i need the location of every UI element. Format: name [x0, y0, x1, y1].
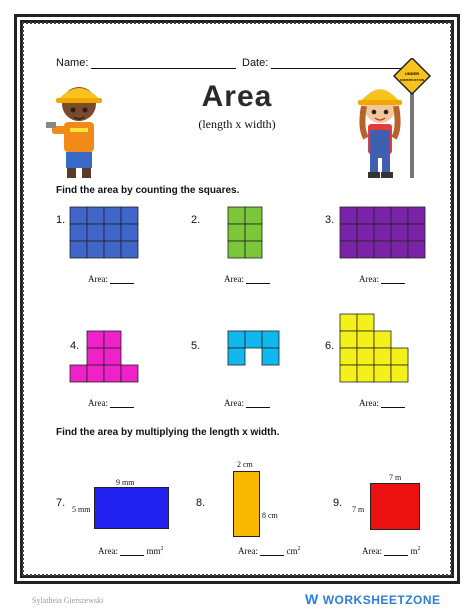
- problem-7-answer-blank[interactable]: [120, 547, 144, 556]
- problem-1-square: [121, 241, 138, 258]
- problem-1-square: [87, 207, 104, 224]
- problem-4-square: [87, 331, 104, 348]
- problem-5-answer[interactable]: [224, 398, 270, 408]
- name-blank[interactable]: [91, 58, 236, 69]
- problem-1-square: [87, 224, 104, 241]
- problem-4-square: [104, 365, 121, 382]
- problem-2-square: [245, 241, 262, 258]
- problem-6-square: [374, 348, 391, 365]
- problem-5-square: [228, 348, 245, 365]
- problem-9-length: 7 m: [389, 473, 402, 482]
- problem-1-area-label: Area:: [88, 274, 108, 284]
- name-label: Name:: [56, 57, 89, 69]
- problem-4-answer[interactable]: [88, 398, 134, 408]
- problem-6-square: [374, 365, 391, 382]
- problem-3-square: [391, 207, 408, 224]
- problem-2-square: [245, 224, 262, 241]
- problem-2-square: [228, 207, 245, 224]
- problem-3-square: [340, 224, 357, 241]
- problem-7-length: 9 mm: [116, 478, 135, 487]
- problem-2-grid: [228, 207, 262, 253]
- problem-5-square: [245, 331, 262, 348]
- problem-1-number: 1.: [56, 214, 66, 226]
- problem-8-answer-blank[interactable]: [260, 547, 284, 556]
- problem-1-square: [104, 224, 121, 241]
- date-label: Date:: [242, 57, 269, 69]
- problem-6-square: [391, 348, 408, 365]
- problem-3-square: [374, 207, 391, 224]
- problem-2-square: [245, 207, 262, 224]
- name-field[interactable]: [56, 57, 236, 69]
- worksheet-title: Area: [201, 80, 273, 113]
- problem-8-width: 8 cm: [262, 511, 278, 520]
- problem-6-square: [391, 365, 408, 382]
- problem-6-square: [340, 365, 357, 382]
- problem-4-answer-blank[interactable]: [110, 399, 134, 408]
- problem-3-square: [374, 224, 391, 241]
- problem-3-square: [374, 241, 391, 258]
- problem-1-answer-blank[interactable]: [110, 275, 134, 284]
- problem-7-area-label: Area:: [98, 546, 118, 556]
- problem-6-area-label: Area:: [359, 398, 379, 408]
- problem-3-square: [408, 241, 425, 258]
- problem-9-answer[interactable]: Area: $m^2$: [362, 546, 421, 556]
- problem-6-square: [357, 348, 374, 365]
- problem-8-number: 8.: [196, 497, 206, 509]
- problem-4-grid: [70, 331, 138, 382]
- problem-3-square: [357, 207, 374, 224]
- problem-4-square: [104, 348, 121, 365]
- problem-3-number: 3.: [325, 214, 335, 226]
- problem-9-number: 9.: [333, 497, 343, 509]
- problem-2-area-label: Area:: [224, 274, 244, 284]
- problem-9-area-label: Area:: [362, 546, 382, 556]
- problem-2-number: 2.: [191, 214, 201, 226]
- problem-3-square: [391, 224, 408, 241]
- instruction-multiplying: Find the area by multiplying the length x width.: [56, 427, 280, 438]
- sign-text-line2: CONSTRUCTION: [399, 78, 425, 82]
- problem-1-square: [104, 207, 121, 224]
- problem-2-square: [228, 224, 245, 241]
- problem-6-square: [340, 314, 357, 331]
- problem-7-number: 7.: [56, 497, 66, 509]
- brand-logo[interactable]: [305, 591, 441, 607]
- author-credit: Sylatheia Gierszewski: [32, 596, 104, 605]
- problem-6-answer[interactable]: [359, 398, 405, 408]
- problem-3-area-label: Area:: [359, 274, 379, 284]
- problem-3-square: [340, 207, 357, 224]
- problem-1-square: [104, 241, 121, 258]
- problem-1-square: [70, 241, 87, 258]
- problem-3-square: [391, 241, 408, 258]
- problem-6-square: [374, 331, 391, 348]
- problem-6-square: [357, 314, 374, 331]
- problem-8-area-label: Area:: [238, 546, 258, 556]
- problem-6-square: [357, 331, 374, 348]
- problem-2-answer-blank[interactable]: [246, 275, 270, 284]
- problem-5-answer-blank[interactable]: [246, 399, 270, 408]
- problem-3-answer[interactable]: [359, 274, 405, 284]
- problem-9-answer-blank[interactable]: [384, 547, 408, 556]
- problem-4-square: [87, 348, 104, 365]
- problem-8-answer[interactable]: Area: $cm^2$: [238, 546, 301, 556]
- problem-5-square: [262, 331, 279, 348]
- problem-4-square: [70, 365, 87, 382]
- problem-7-width: 5 mm: [72, 505, 91, 514]
- brand-name: WORKSHEETZONE: [322, 593, 441, 607]
- problem-9-rectangle: [370, 483, 420, 530]
- problem-3-grid: [340, 207, 425, 253]
- problem-6-answer-blank[interactable]: [381, 399, 405, 408]
- problem-1-grid: [70, 207, 138, 253]
- brand-w-icon: W: [305, 591, 319, 607]
- problem-5-area-label: Area:: [224, 398, 244, 408]
- problem-2-square: [228, 241, 245, 258]
- problem-6-number: 6.: [325, 340, 335, 352]
- problem-1-square: [121, 224, 138, 241]
- problem-9-width: 7 m: [352, 505, 365, 514]
- problem-3-square: [357, 224, 374, 241]
- problem-4-number: 4.: [70, 340, 80, 352]
- problem-1-answer[interactable]: [88, 274, 134, 284]
- problem-6-square: [340, 331, 357, 348]
- sign-text-line1: UNDER: [404, 71, 420, 76]
- problem-7-rectangle: [94, 487, 169, 529]
- problem-7-answer[interactable]: Area: $mm^2$: [98, 546, 164, 556]
- problem-4-area-label: Area:: [88, 398, 108, 408]
- problem-5-number: 5.: [191, 340, 201, 352]
- problem-1-square: [121, 207, 138, 224]
- problem-5-grid: [228, 331, 279, 365]
- problem-6-grid: [340, 314, 408, 382]
- problem-4-square: [87, 365, 104, 382]
- problem-3-square: [408, 224, 425, 241]
- problem-8-unit: cm: [286, 546, 298, 556]
- problem-5-square: [262, 348, 279, 365]
- problem-3-square: [340, 241, 357, 258]
- problem-8-length: 2 cm: [237, 460, 253, 469]
- problem-4-square: [121, 365, 138, 382]
- problem-6-square: [340, 348, 357, 365]
- problem-3-square: [357, 241, 374, 258]
- problem-8-rectangle: [233, 471, 260, 537]
- problem-1-square: [70, 224, 87, 241]
- problem-6-square: [357, 365, 374, 382]
- instruction-counting: Find the area by counting the squares.: [56, 185, 240, 196]
- problem-1-square: [87, 241, 104, 258]
- problem-3-answer-blank[interactable]: [381, 275, 405, 284]
- problem-9-unit: m: [410, 546, 418, 556]
- problem-4-square: [104, 331, 121, 348]
- problem-1-square: [70, 207, 87, 224]
- worksheet-subtitle: (length x width): [198, 117, 276, 131]
- problem-3-square: [408, 207, 425, 224]
- problem-7-unit: mm: [146, 546, 161, 556]
- problem-5-square: [228, 331, 245, 348]
- problem-2-answer[interactable]: [224, 274, 270, 284]
